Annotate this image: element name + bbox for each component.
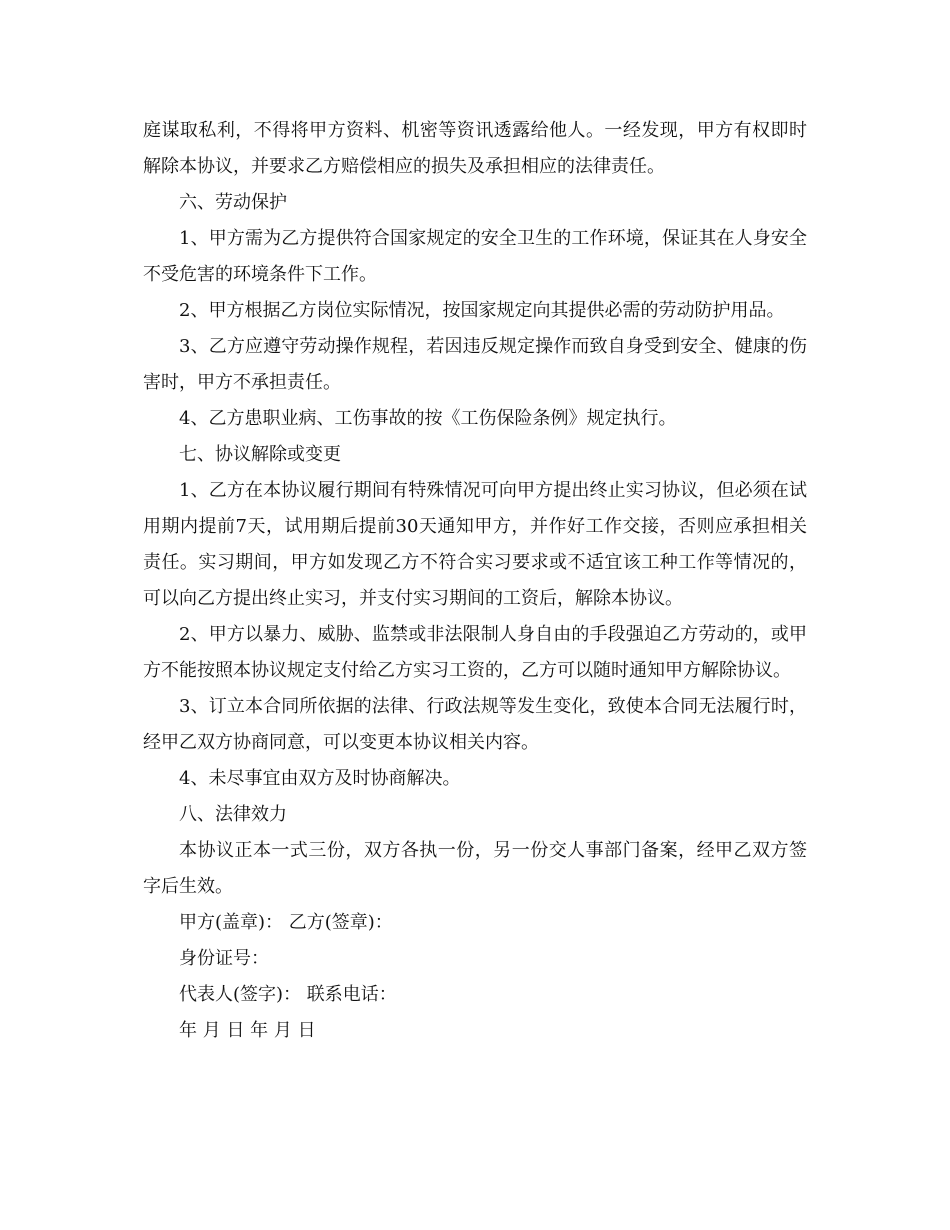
clause-labor-protection-2: 2、甲方根据乙方岗位实际情况，按国家规定向其提供必需的劳动防护用品。 xyxy=(179,300,785,321)
signature-id-line: 身份证号： xyxy=(179,948,269,969)
clause-legal-effect: 本协议正本一式三份，双方各执一份，另一份交人事部门备案，经甲乙双方签字后生效。 xyxy=(143,840,807,897)
signature-representative-line: 代表人(签字)： 联系电话： xyxy=(179,984,397,1005)
clause-labor-protection-3: 3、乙方应遵守劳动操作规程，若因违反规定操作而致自身受到安全、健康的伤害时，甲方不承担责任。 xyxy=(143,336,807,393)
section-heading-termination: 七、协议解除或变更 xyxy=(179,444,341,465)
section-heading-labor-protection: 六、劳动保护 xyxy=(179,192,287,213)
paragraph-confidentiality-end: 庭谋取私利，不得将甲方资料、机密等资讯透露给他人。一经发现，甲方有权即时解除本协议，并要求乙方赔偿相应的损失及承担相应的法律责任。 xyxy=(143,120,807,177)
clause-labor-protection-1: 1、甲方需为乙方提供符合国家规定的安全卫生的工作环境，保证其在人身安全不受危害的环境条件下工作。 xyxy=(143,228,807,285)
signature-date-line: 年 月 日 年 月 日 xyxy=(179,1020,316,1041)
section-heading-legal-effect: 八、法律效力 xyxy=(179,804,287,825)
clause-termination-3: 3、订立本合同所依据的法律、行政法规等发生变化，致使本合同无法履行时，经甲乙双方协商同意，可以变更本协议相关内容。 xyxy=(143,696,807,753)
clause-labor-protection-4: 4、乙方患职业病、工伤事故的按《工伤保险条例》规定执行。 xyxy=(179,408,677,429)
signature-party-line: 甲方(盖章)： 乙方(签章)： xyxy=(179,912,393,933)
clause-termination-4: 4、未尽事宜由双方及时协商解决。 xyxy=(179,768,461,789)
clause-termination-2: 2、甲方以暴力、威胁、监禁或非法限制人身自由的手段强迫乙方劳动的，或甲方不能按照本协议规定支付给乙方实习工资的，乙方可以随时通知甲方解除协议。 xyxy=(143,624,807,681)
document-body xyxy=(143,113,807,1049)
clause-termination-1: 1、乙方在本协议履行期间有特殊情况可向甲方提出终止实习协议，但必须在试用期内提前7天，试用期后提前30天通知甲方，并作好工作交接，否则应承担相关责任。实习期间，甲方如发现乙方不符合实习要求或不适宜该工种工作等情况的，可以向乙方提出终止实习，并支付实习期间的工资后，解除本协议。 xyxy=(143,480,807,609)
